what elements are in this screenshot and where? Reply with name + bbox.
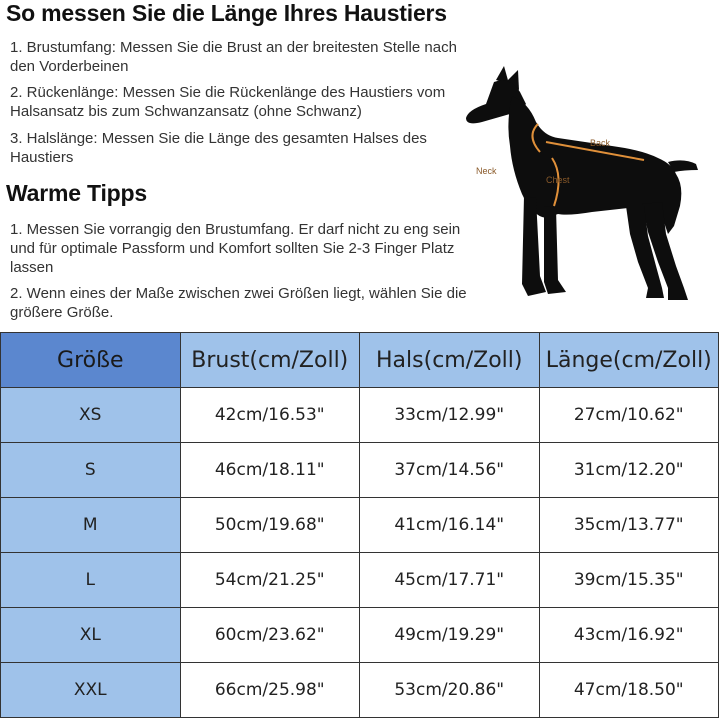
length-cell: 43cm/16.92" xyxy=(539,608,719,663)
tip-1: 1. Messen Sie vorrangig den Brustumfang. Er darf nicht zu eng sein und für optimale Passform und Komfort sollten Sie 2-3 Finger Platz lassen xyxy=(10,221,461,276)
tips-title: Warme Tipps xyxy=(6,180,147,206)
size-cell: S xyxy=(1,443,181,498)
chest-cell: 60cm/23.62" xyxy=(180,608,360,663)
dog-measurement-illustration xyxy=(462,66,700,306)
table-row xyxy=(1,388,719,443)
table-row xyxy=(1,498,719,553)
neck-cell: 53cm/20.86" xyxy=(360,663,540,718)
neck-label: Neck xyxy=(476,166,497,176)
chest-cell: 66cm/25.98" xyxy=(180,663,360,718)
header-length: Länge(cm/Zoll) xyxy=(539,333,719,388)
length-cell: 31cm/12.20" xyxy=(539,443,719,498)
table-header-row xyxy=(1,333,719,388)
size-cell: L xyxy=(1,553,181,608)
length-cell: 27cm/10.62" xyxy=(539,388,719,443)
chest-label: Chest xyxy=(546,175,570,185)
neck-cell: 45cm/17.71" xyxy=(360,553,540,608)
length-cell: 47cm/18.50" xyxy=(539,663,719,718)
neck-cell: 49cm/19.29" xyxy=(360,608,540,663)
size-cell: XS xyxy=(1,388,181,443)
length-cell: 39cm/15.35" xyxy=(539,553,719,608)
back-label: Back xyxy=(590,138,611,148)
neck-cell: 37cm/14.56" xyxy=(360,443,540,498)
chest-cell: 42cm/16.53" xyxy=(180,388,360,443)
header-neck: Hals(cm/Zoll) xyxy=(360,333,540,388)
table-row xyxy=(1,443,719,498)
neck-cell: 41cm/16.14" xyxy=(360,498,540,553)
page-title: So messen Sie die Länge Ihres Haustiers xyxy=(6,0,447,26)
dog-silhouette xyxy=(466,66,698,300)
size-cell: M xyxy=(1,498,181,553)
table-row xyxy=(1,608,719,663)
size-cell: XL xyxy=(1,608,181,663)
measure-step-3: 3. Halslänge: Messen Sie die Länge des gesamten Halses des Haustiers xyxy=(10,130,427,166)
neck-cell: 33cm/12.99" xyxy=(360,388,540,443)
measure-step-2: 2. Rückenlänge: Messen Sie die Rückenlänge des Haustiers vom Halsansatz bis zum Schwanzansatz (ohne Schwanz) xyxy=(10,84,446,120)
length-cell: 35cm/13.77" xyxy=(539,498,719,553)
chest-cell: 46cm/18.11" xyxy=(180,443,360,498)
chest-cell: 50cm/19.68" xyxy=(180,498,360,553)
measure-step-1: 1. Brustumfang: Messen Sie die Brust an der breitesten Stelle nach den Vorderbeinen xyxy=(10,39,457,75)
chest-cell: 54cm/21.25" xyxy=(180,553,360,608)
table-row xyxy=(1,663,719,718)
table-row xyxy=(1,553,719,608)
tip-2: 2. Wenn eines der Maße zwischen zwei Größen liegt, wählen Sie die größere Größe. xyxy=(10,285,467,321)
size-cell: XXL xyxy=(1,663,181,718)
size-table xyxy=(0,332,719,718)
header-chest: Brust(cm/Zoll) xyxy=(180,333,360,388)
header-size: Größe xyxy=(1,333,181,388)
